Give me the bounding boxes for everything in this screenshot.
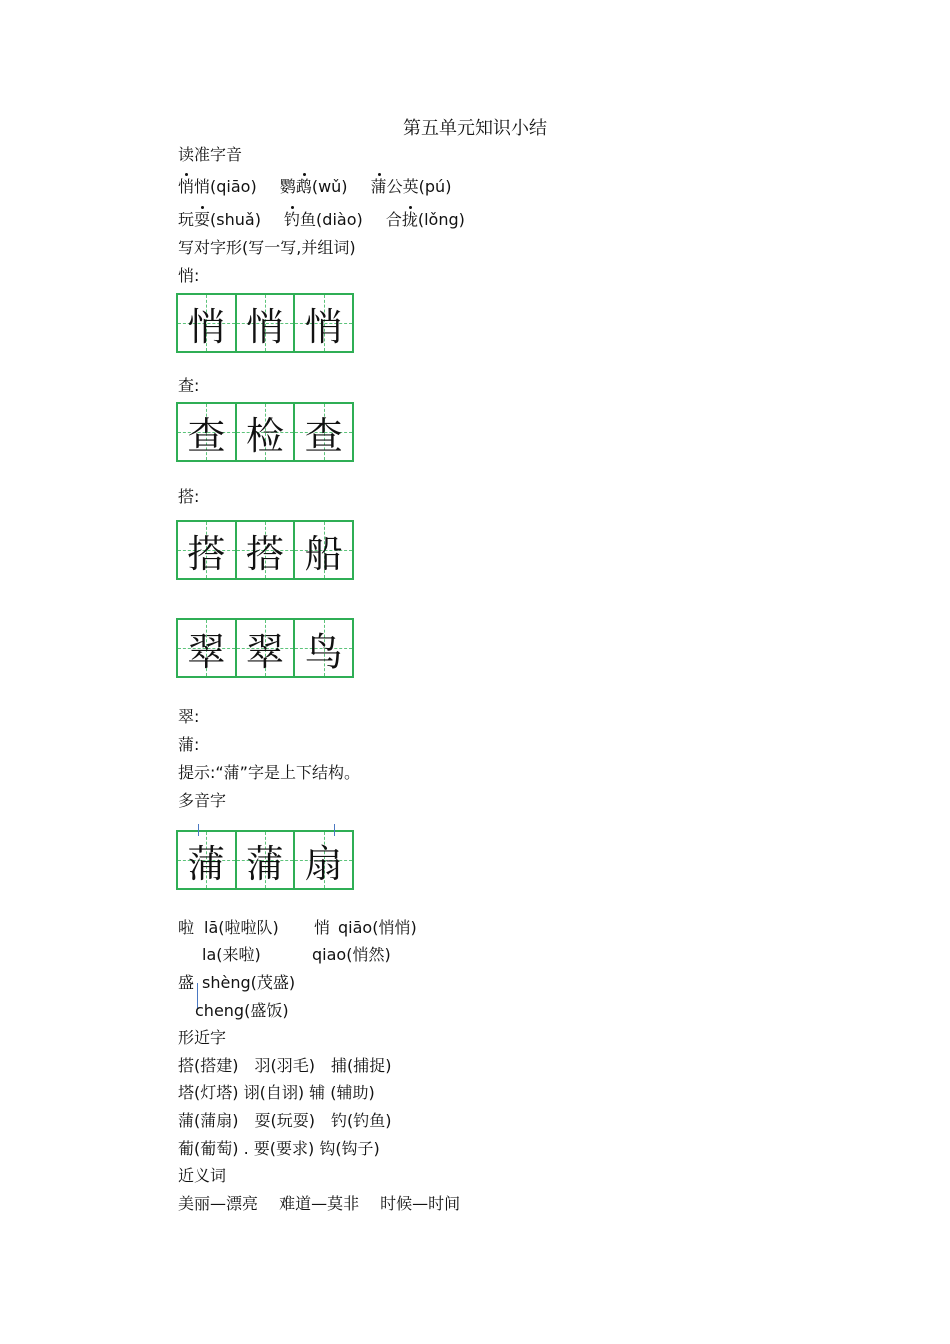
- pinyin-row-1: [178, 177, 451, 197]
- label-qiao: 悄:: [178, 266, 200, 285]
- label-pu: 蒲:: [178, 735, 200, 754]
- grid-cell: 检: [237, 404, 296, 460]
- polyphone-la-row-2: la(来啦): [202, 945, 261, 964]
- grid-cell: 搭: [178, 522, 237, 578]
- grid-cell: 船: [295, 522, 354, 578]
- hint-text: 提示:“蒲”字是上下结构。: [178, 763, 360, 782]
- label-cui: 翠:: [178, 707, 200, 726]
- label-cha: 查:: [178, 376, 200, 395]
- label-da: 搭:: [178, 487, 200, 506]
- pinyin-item: 钓鱼(diào): [284, 210, 363, 229]
- polyphone-qiao-row-1: 悄 qiāo(悄悄): [314, 918, 417, 937]
- pinyin-item: 蒲公英(pú): [370, 177, 452, 196]
- grid-cell: 鸟: [295, 620, 354, 676]
- pinyin-row-2: [178, 210, 465, 230]
- writing-grid-pu: [176, 830, 354, 890]
- section-heading-writing: 写对字形(写一写,并组词): [178, 238, 356, 257]
- page-title: 第五单元知识小结: [403, 118, 547, 139]
- grid-cell: 查: [178, 404, 237, 460]
- section-heading-polyphone: 多音字: [178, 791, 227, 810]
- polyphone-sheng-row-1: 盛 shèng(茂盛): [178, 973, 296, 992]
- polyphone-qiao-row-2: qiao(悄然): [312, 945, 391, 964]
- writing-grid-da: [176, 520, 354, 580]
- pinyin-item: 鹦鹉(wǔ): [279, 177, 348, 196]
- section-heading-synonyms: 近义词: [178, 1166, 227, 1185]
- grid-cell: 翠: [237, 620, 296, 676]
- similar-row: 搭(搭建) 羽(羽毛) 捕(捕捉): [178, 1056, 392, 1075]
- grid-cell: 查: [295, 404, 354, 460]
- pinyin-item: 合拢(lǒng): [385, 210, 465, 229]
- grid-cell: 蒲: [237, 832, 296, 888]
- pinyin-item: 玩耍(shuǎ): [178, 210, 261, 229]
- synonyms-row: 美丽—漂亮 难道—莫非 时候—时间: [178, 1194, 461, 1213]
- section-heading-reading: 读准字音: [178, 145, 243, 164]
- grid-cell: 搭: [237, 522, 296, 578]
- polyphone-sheng-row-2: cheng(盛饭): [195, 1001, 289, 1020]
- similar-row: 葡(葡萄) . 要(要求) 钩(钩子): [178, 1139, 380, 1158]
- grid-cell: 悄: [295, 295, 354, 351]
- similar-row: 蒲(蒲扇) 耍(玩耍) 钓(钓鱼): [178, 1111, 392, 1130]
- similar-row: 塔(灯塔) 诩(自诩) 辅 (辅助): [178, 1083, 375, 1102]
- grid-cell: 悄: [237, 295, 296, 351]
- pinyin-item: 悄悄(qiāo): [178, 177, 257, 196]
- grid-cell: 扇: [295, 832, 354, 888]
- section-heading-similar: 形近字: [178, 1028, 227, 1047]
- polyphone-la-row-1: 啦 lā(啦啦队): [178, 918, 279, 937]
- writing-grid-cha: [176, 402, 354, 462]
- writing-grid-cui: [176, 618, 354, 678]
- writing-grid-qiao: [176, 293, 354, 353]
- grid-cell: 蒲: [178, 832, 237, 888]
- grid-cell: 悄: [178, 295, 237, 351]
- grid-cell: 翠: [178, 620, 237, 676]
